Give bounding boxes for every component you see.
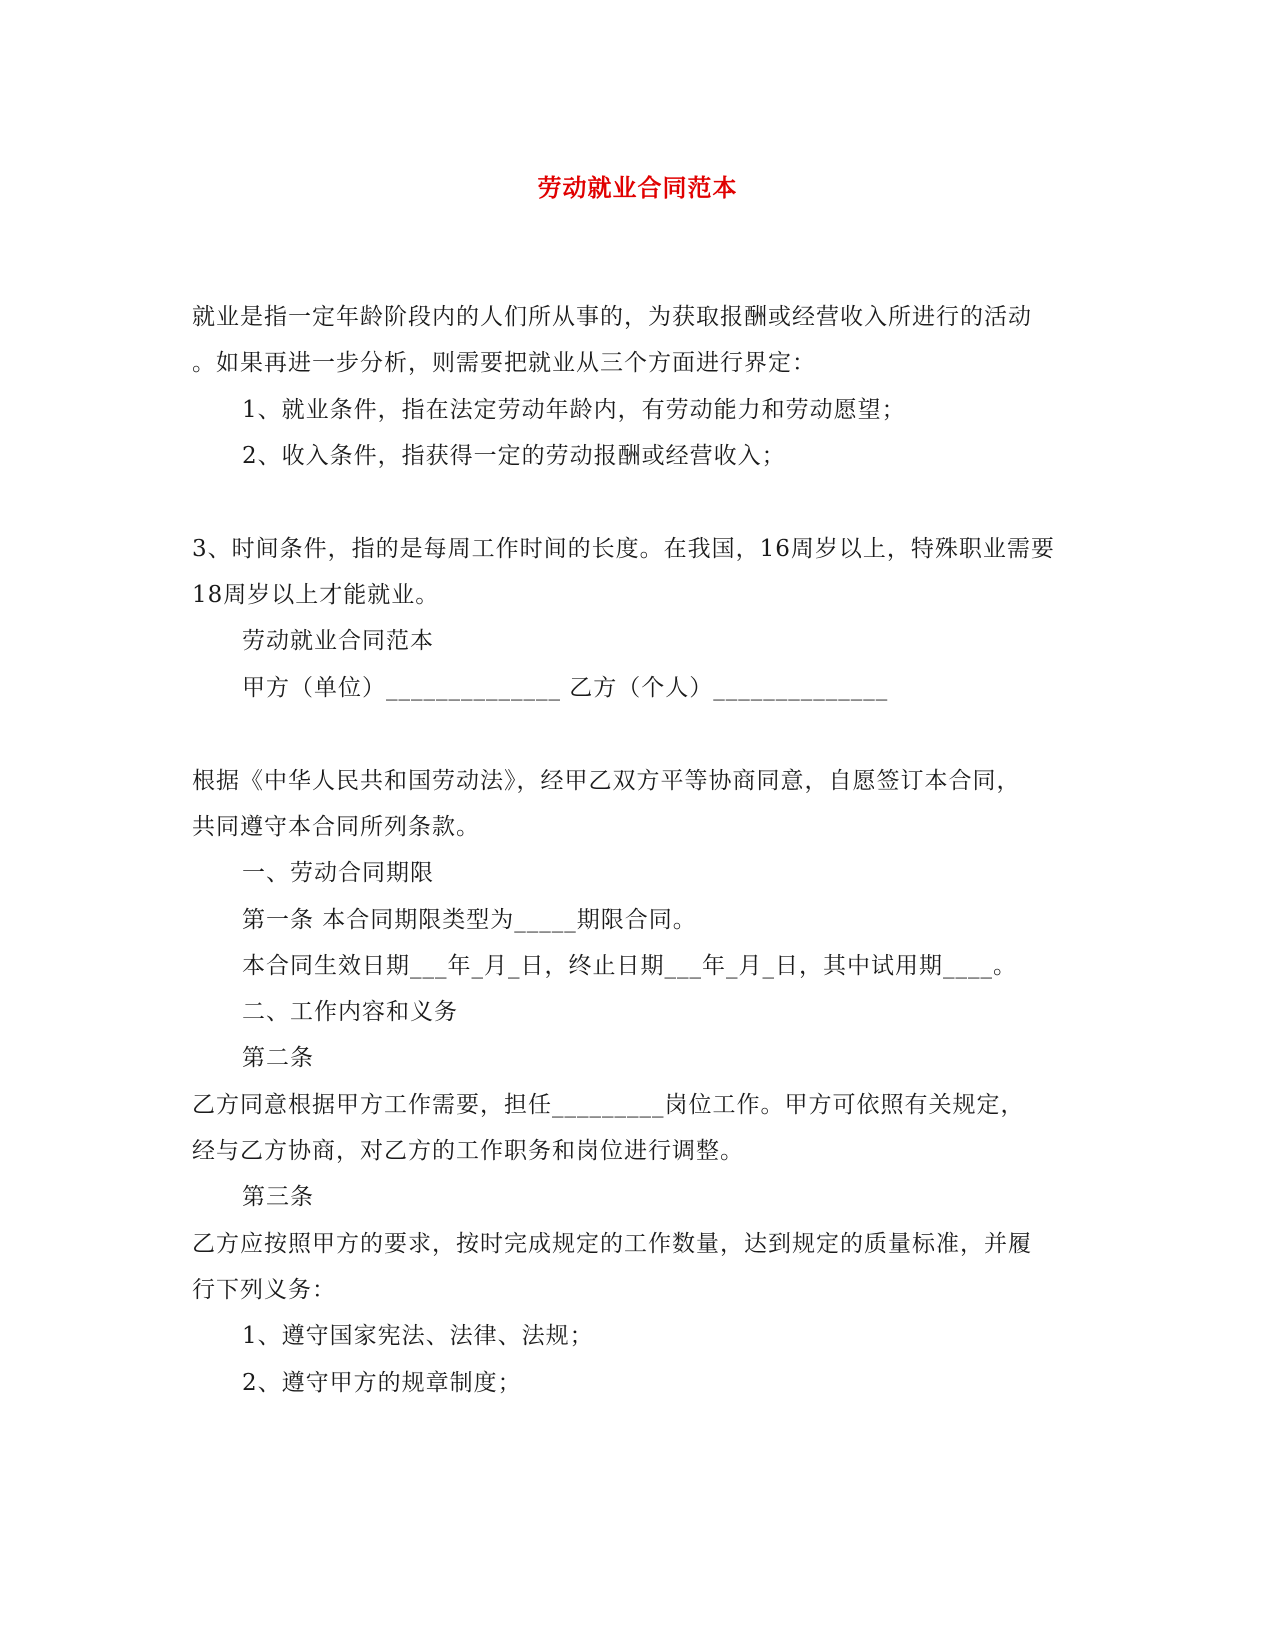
clause-heading: 第三条 <box>242 1184 314 1210</box>
clause-line: 本合同生效日期___年_月_日，终止日期___年_月_日，其中试用期____。 <box>242 953 1017 979</box>
list-item: 2、遵守甲方的规章制度； <box>242 1370 522 1396</box>
section-heading: 一、劳动合同期限 <box>242 860 434 886</box>
parties-line: 甲方（单位）______________ 乙方（个人）______________ <box>242 675 889 701</box>
paragraph-line: 共同遵守本合同所列条款。 <box>192 814 480 840</box>
paragraph-line: 乙方应按照甲方的要求，按时完成规定的工作数量，达到规定的质量标准，并履 <box>192 1231 1032 1257</box>
section-heading: 劳动就业合同范本 <box>242 628 434 654</box>
paragraph-line: 就业是指一定年龄阶段内的人们所从事的，为获取报酬或经营收入所进行的活动 <box>192 304 1032 330</box>
section-heading: 二、工作内容和义务 <box>242 999 458 1025</box>
paragraph-line: 。如果再进一步分析，则需要把就业从三个方面进行界定： <box>192 350 816 376</box>
clause-heading: 第二条 <box>242 1045 314 1071</box>
document-title: 劳动就业合同范本 <box>537 173 738 202</box>
paragraph-line: 3、时间条件，指的是每周工作时间的长度。在我国，16周岁以上，特殊职业需要 <box>192 536 1055 562</box>
list-item: 1、遵守国家宪法、法律、法规； <box>242 1323 594 1349</box>
paragraph-line: 根据《中华人民共和国劳动法》，经甲乙双方平等协商同意，自愿签订本合同， <box>192 768 1021 794</box>
clause-line: 第一条 本合同期限类型为_____期限合同。 <box>242 907 697 933</box>
paragraph-line: 经与乙方协商，对乙方的工作职务和岗位进行调整。 <box>192 1138 744 1164</box>
paragraph-line: 18周岁以上才能就业。 <box>192 582 440 608</box>
list-item: 1、就业条件，指在法定劳动年龄内，有劳动能力和劳动愿望； <box>242 397 906 423</box>
paragraph-line: 行下列义务： <box>192 1277 336 1303</box>
list-item: 2、收入条件，指获得一定的劳动报酬或经营收入； <box>242 443 786 469</box>
paragraph-line: 乙方同意根据甲方工作需要，担任_________岗位工作。甲方可依照有关规定， <box>192 1092 1025 1118</box>
